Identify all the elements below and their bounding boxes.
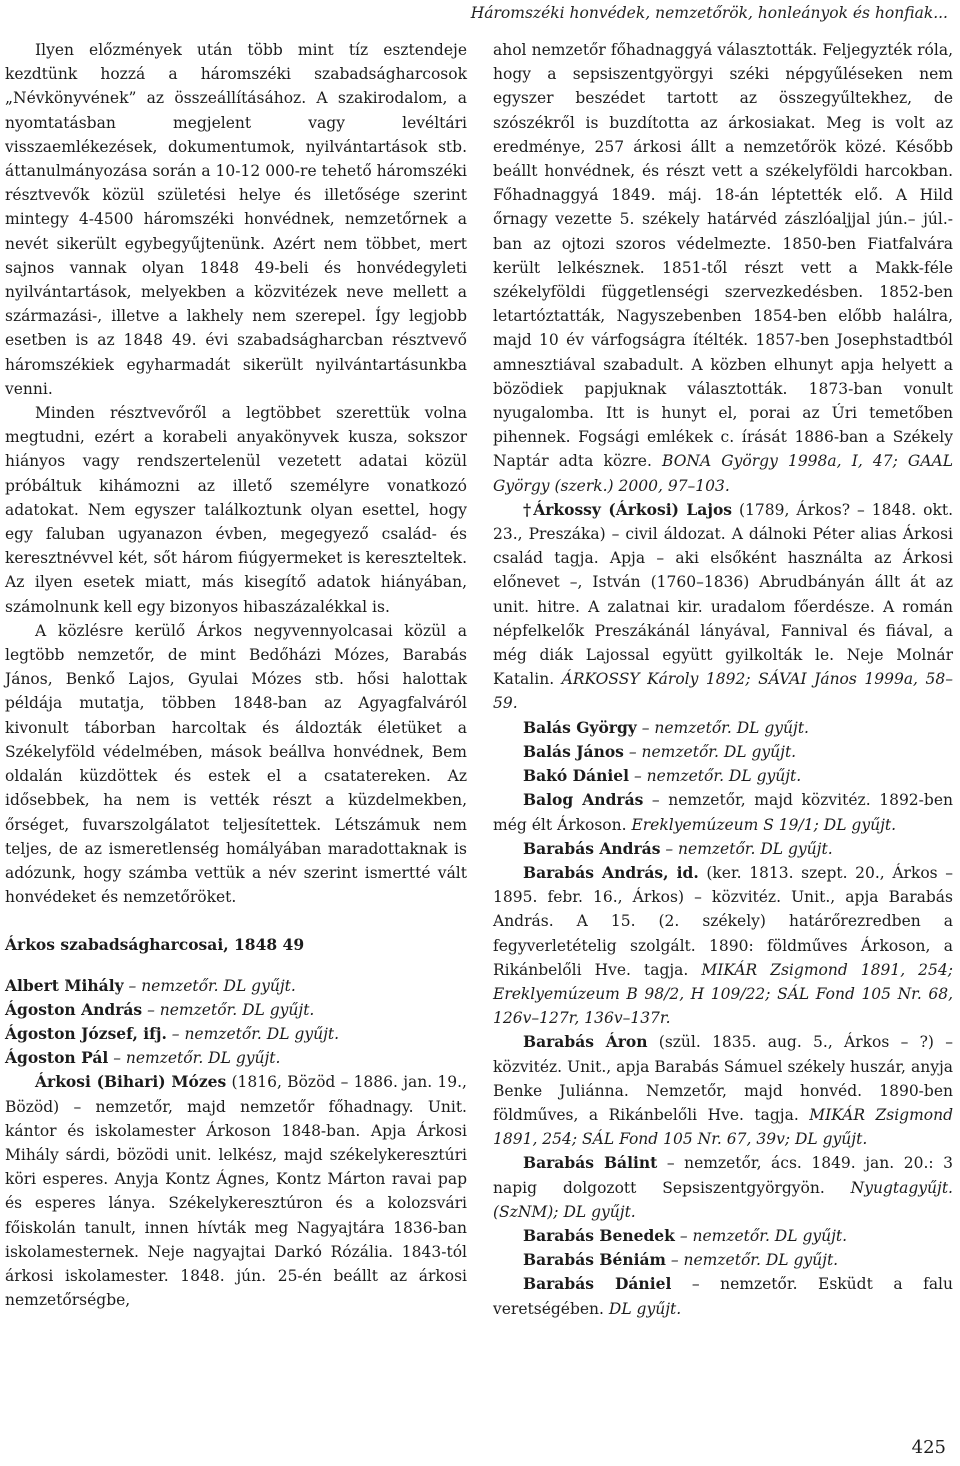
entry-barabas-daniel bbox=[493, 1272, 953, 1320]
entry-text: (ker. 1813. szept. 20., Árkos – 1895. febr. 16., Árkos) – közvitéz. Unit., apja Barabás András. A 15. (2. székely) határőrezredben a fegyverletételig szolgált. 1890: földműves Árkoson, a Rikánbelőli Hve. tagja. bbox=[493, 863, 953, 979]
entry-name: Barabás Béniám bbox=[523, 1250, 666, 1270]
entry-name: Árkossy (Árkosi) Lajos bbox=[533, 499, 733, 519]
entry-source: MIKÁR Zsigmond 1891, 254; Ereklyemúzeum B 98/2, H 109/22; SÁL Fond 105 Nr. 68, 126v–127r, 136v–137r. bbox=[493, 960, 953, 1028]
entry-text: – nemzetőr. DL gyűjt. bbox=[636, 718, 809, 737]
cross-icon: † bbox=[523, 499, 534, 519]
entry-text: – nemzetőr. DL gyűjt. bbox=[123, 976, 296, 995]
entry-name: Barabás Áron bbox=[523, 1032, 648, 1052]
entry-name: Albert Mihály bbox=[5, 975, 124, 995]
intro-paragraph-1: Ilyen előzmények után több mint tíz esztendeje kezdtünk hozzá a háromszéki szabadságharcosok „Névkönyvének” az összeállításához. A szakirodalom, a nyomtatásban megjelent vagy levéltári visszaemlékezések, dokumentumok, nyilvántartások stb. áttanulmányozása során a 10-12 000-re tehető háromszéki résztvevők közül születési helye és illetősége szerint mintegy 4-4500 háromszéki honvédnek, nemzetőrnek a nevét sikerült egybegyűjtenünk. Azért nem többet, mert sajnos vannak olyan 1848 49-beli és honvédegyleti nyilvántartások, melyekben a közvitézek neve mellett a származási-, illetve a lakhely nem szerepel. Így legjobb esetben is az 1848 49. évi szabadságharcban résztvevő háromszékiek egyharmadát sikerült nyilvántartásunkba venni. bbox=[5, 41, 467, 398]
entry-barabas-andras bbox=[493, 837, 953, 861]
entry-text: – nemzetőr. DL gyűjt. bbox=[629, 767, 802, 786]
entry-arkosi-mozes bbox=[5, 1070, 467, 1312]
section-heading: Árkos szabadságharcosai, 1848 49 bbox=[5, 935, 305, 955]
entry-name: Ágoston Pál bbox=[5, 1048, 109, 1068]
entry-barabas-beniam bbox=[493, 1248, 953, 1272]
entry-barabas-andras-id bbox=[493, 861, 953, 1030]
left-column bbox=[5, 38, 467, 1312]
entry-text: – nemzetőr. DL gyűjt. bbox=[674, 1226, 848, 1245]
entry-source: BONA György 1998a, I, 47; GAAL György (szerk.) 2000, 97–103. bbox=[493, 452, 953, 495]
entry-name: Balás György bbox=[523, 717, 637, 737]
right-column bbox=[493, 38, 953, 1321]
entry-bako-daniel bbox=[493, 764, 953, 788]
entry-albert-mihaly bbox=[5, 974, 467, 998]
entry-text: (1789, Árkos? – 1848. okt. 23., Preszáka) – civil áldozat. A dálnoki Péter alias Árkosi család tagja. Apja – aki elsőként használta az Árkosi előnevet –, István (1760–1836) Abrudbányán állt át az unit. hitre. A zalatnai kir. uradalom főerdésze. A román népfelkelők Preszákánál lányával, Fannival és fiával, a még diák Lajossal együtt gyilkolták le. Neje Molnár Katalin. bbox=[493, 500, 953, 689]
intro-paragraph-3: A közlésre kerülő Árkos negyvennyolcasai közül a legtöbb nemzetőr, de mint Bedőházi Mózes, Barabás János, Benkő Lajos, Gyulai Mózes stb. hősi halottak példája mutatja, többen 1848-ban az Agyagfalváról kivonult táborban harcoltak és áldozták életüket a Székelyföld védelmében, mások beállva honvédnek, Bem oldalán küzdöttek és estek el a csatatereken. Az idősebbek, ha nem is vették részt a küzdelmekben, őrséget, fuvarszolgálatot teljesítettek. Létszámuk nem teljes, de az ismeretlenség homályában maradottaknak is adózunk, hogy számba vettük a név szerint ismertté vált honvédeket és nemzetőröket. bbox=[5, 621, 467, 907]
entry-text: (szül. 1835. aug. 5., Árkos – ?) – közvitéz. Unit., apja Barabás Sámuel székely huszár, anyja Benke Juliánna. Nemzetőr, majd honvéd. 1890-ben földműves, a Rikánbelőli Hve. tagja. bbox=[493, 1033, 953, 1124]
page-number: 425 bbox=[911, 1437, 946, 1458]
entry-name: Barabás Dániel bbox=[523, 1274, 672, 1294]
running-head: Háromszéki honvédek, nemzetőrök, honleányok és honfiak... bbox=[470, 4, 948, 22]
entry-name: Barabás Benedek bbox=[523, 1225, 675, 1245]
entry-text: – nemzetőr. DL gyűjt. bbox=[623, 742, 797, 761]
entry-barabas-benedek bbox=[493, 1224, 953, 1248]
entry-text: – nemzetőr. DL gyűjt. bbox=[108, 1049, 281, 1068]
entry-text: – nemzetőr. DL gyűjt. bbox=[166, 1024, 340, 1043]
entry-name: Bakó Dániel bbox=[523, 766, 630, 786]
entry-balas-janos bbox=[493, 740, 953, 764]
entry-balog-andras bbox=[493, 788, 953, 836]
entry-name: Barabás András bbox=[523, 838, 661, 858]
entry-text: – nemzetőr. DL gyűjt. bbox=[660, 839, 833, 858]
entry-name: Ágoston József, ifj. bbox=[5, 1023, 167, 1043]
entry-source: Nyugtagyűjt. (SzNM); DL gyűjt. bbox=[493, 1178, 953, 1221]
intro-paragraph-2: Minden résztvevőről a legtöbbet szerettük volna megtudni, ezért a korabeli anyakönyvek kusza, sokszor hiányos vagy rendszertelenül vezetett adatai közül próbáltuk kihámozni az illető személyre vonatkozó adatokat. Nem egyszer találkoztunk olyan esettel, hogy egy faluban ugyanazon évben, megegyező család- és keresztnévvel két, sőt három fiúgyermeket is kereszteltek. Az ilyen esetek miatt, más kisegítő adatok hiányában, számolnunk kell egy bizonyos hibaszázalékkal is. bbox=[5, 404, 467, 616]
entry-source: DL gyűjt. bbox=[603, 1299, 682, 1318]
entry-barabas-balint bbox=[493, 1151, 953, 1224]
entry-barabas-aron bbox=[493, 1030, 953, 1151]
entry-source: Ereklyemúzeum S 19/1; DL gyűjt. bbox=[626, 815, 897, 834]
entry-text: – nemzetőr. Esküdt a falu veretségében. bbox=[493, 1275, 953, 1318]
entry-name: Barabás Bálint bbox=[523, 1153, 658, 1173]
entry-text: ahol nemzetőr főhadnaggyá választották. Feljegyzték róla, hogy a sepsiszentgyörgyi széki népgyűléseken nem egyszer beszédet tartott az összegyűltekhez, de szószékről is buzdította az árkosiakat. Meg is volt az eredménye, 257 árkosi állt a nemzetőrök közé. Később beállt honvédnek, és részt vett a székelyföldi harcokban. Főhadnaggyá 1849. máj. 18-án léptették elő. A Hild őrnagy vezette 5. székely határvéd zászlóaljjal jún.– júl.-ban az ojtozi szoros védelmezte. 1850-ben Fiatfalvára került lelkésznek. 1851-től részt vett a Makk-féle székelyföldi függetlenségi szervezkedésben. 1852-ben letartóztatták, Nagyszebenben 1854-ben előbb halálra, majd 10 év várfogságra ítélték. 1857-ben Josephstadtból amnesztiával szabadult. A közben elhunyt apja helyett a bözödiek papjuknak választották. 1873-ban vonult nyugalomba. Itt is hunyt el, porai az Úri temetőben pihennek. Fogsági emlékek c. írását 1886-ban a Székely Naptár adta közre. bbox=[493, 41, 953, 471]
entry-text: – nemzetőr. DL gyűjt. bbox=[665, 1251, 839, 1270]
entry-name: Barabás András, id. bbox=[523, 862, 699, 882]
entry-text: – nemzetőr, majd közvitéz. 1892-ben még élt Árkoson. bbox=[493, 791, 953, 834]
entry-name: Árkosi (Bihari) Mózes bbox=[35, 1072, 227, 1092]
entry-text: – nemzetőr, ács. 1849. jan. 20.: 3 napig dolgozott Sepsiszentgyörgyön. bbox=[493, 1154, 953, 1197]
entry-agoston-andras bbox=[5, 998, 467, 1022]
entry-balas-gyorgy bbox=[493, 716, 953, 740]
entry-arkosi-mozes-continued bbox=[493, 38, 953, 498]
entry-name: Balog András bbox=[523, 790, 644, 810]
entry-source: MIKÁR Zsigmond 1891, 254; SÁL Fond 105 Nr. 67, 39v; DL gyűjt. bbox=[493, 1105, 954, 1149]
entry-text: (1816, Bözöd – 1886. jan. 19., Bözöd) – nemzetőr, majd nemzetőr főhadnagy. Unit. kántor és iskolamester Árkoson 1848-ban. Apja Árkosi Mihály sárdi, bözödi unit. lelkész, majd székelykeresztúri köri esperes. Anyja Kontz Ágnes, Kontz Márton ravai pap és esperes lánya. Székelykeresztúron és a kolozsvári főiskolán tanult, innen hívták meg Nagyajtára 1836-ban iskolamesternek. Neje nagyajtai Darkó Rózália. 1843-tól árkosi iskolamester. 1848. jún. 25-én beállt az árkosi nemzetőrségbe, bbox=[5, 1073, 467, 1310]
entry-text: – nemzetőr. DL gyűjt. bbox=[142, 1000, 315, 1019]
entry-agoston-pal bbox=[5, 1046, 467, 1070]
entry-arkossy-lajos bbox=[493, 498, 953, 716]
entry-name: Balás János bbox=[523, 741, 624, 761]
entry-source: ÁRKOSSY Károly 1892; SÁVAI János 1999a, 58–59. bbox=[493, 670, 953, 713]
entry-name: Ágoston András bbox=[5, 999, 143, 1019]
entry-agoston-jozsef bbox=[5, 1022, 467, 1046]
